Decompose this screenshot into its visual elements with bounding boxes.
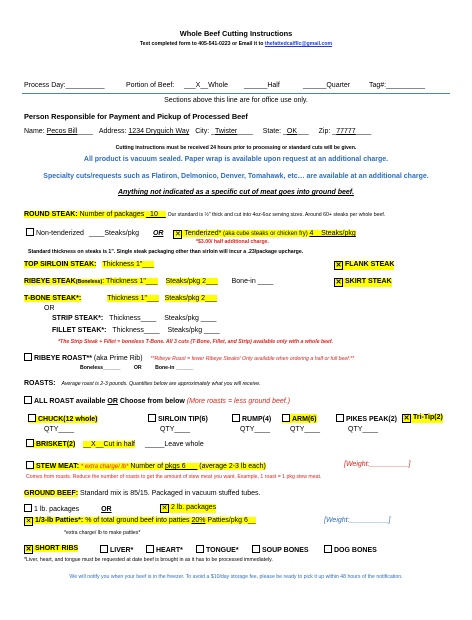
sirloin-tip-checkbox[interactable] (148, 414, 156, 422)
brisket-label: BRISKET(2) (36, 441, 76, 448)
dog-bones-checkbox[interactable] (324, 545, 332, 553)
one-lb-label: 1 lb. packages (34, 506, 80, 513)
stew-charge-note: * extra charge/ lb* (79, 464, 129, 470)
two-lb-checkbox[interactable]: ✕ (161, 505, 168, 512)
tongue-checkbox[interactable] (196, 545, 204, 553)
brisket-row (26, 439, 204, 448)
subtitle-text: Text completed form to 405-541-0223 or Email it to (139, 41, 265, 47)
patties-row (24, 517, 256, 526)
all-roast-row (24, 396, 290, 405)
heart-option (146, 545, 183, 554)
tri-tip-checkbox[interactable]: ✕ (403, 415, 410, 422)
pikes-peak-label: PIKES PEAK(2) (346, 416, 397, 423)
soup-bones-checkbox[interactable] (252, 545, 260, 553)
ribeye-roast-label: RIBEYE ROAST** (34, 355, 92, 362)
specialty-notice: Specialty cuts/requests such as Flatiron, Delmonico, Denver, Tomahawk, etc… are available at an additional charge. (43, 173, 429, 180)
ribeye-roast-warning: **Ribeye Roast = fewer Ribeye Steaks! Only available when ordering a half or full beef.** (150, 356, 355, 362)
flank-steak-label: FLANK STEAK (345, 261, 395, 268)
tongue-label: TONGUE* (206, 547, 239, 554)
name-field[interactable]: Pecos Bill (46, 128, 78, 135)
round-steak-row (24, 211, 385, 218)
ribeye-steak-label: RIBEYE STEAK (24, 278, 76, 285)
portion-whole-option[interactable]: ___X__Whole (184, 82, 228, 89)
tenderized-label: Tenderized* (184, 230, 222, 237)
ribeye-roast-checkbox[interactable] (24, 353, 32, 361)
patties-label: 1/3-lb Patties*: (35, 517, 84, 524)
chuck-qty-field[interactable]: QTY____ (44, 426, 74, 433)
stew-pkgs-label: Number of (128, 463, 165, 470)
brisket-leave-whole-field[interactable]: _____Leave whole (144, 441, 204, 448)
fillet-thickness-field[interactable]: Thickness____ (112, 327, 160, 334)
ground-beef-desc: Standard mix is 85/15. Packaged in vacuum stuffed tubes. (78, 490, 261, 497)
strip-label: STRIP STEAK*: (52, 315, 104, 322)
tbone-thickness-field[interactable]: Thickness 1"___ (107, 295, 159, 302)
sirloin-tip-label: SIRLOIN TIP(6) (158, 416, 208, 423)
non-tenderized-checkbox[interactable] (26, 228, 34, 236)
deadline-notice: Cutting instructions must be received 24 hours prior to processing or standard cuts will be given. (115, 145, 357, 151)
all-roast-or: OR (107, 398, 118, 405)
tenderized-charge-note: *$3.00/ half additional charge. (196, 239, 269, 245)
patties-checkbox[interactable]: ✕ (25, 518, 32, 525)
ground-notice: Anything not indicated as a specific cut of meat goes into ground beef. (117, 189, 355, 196)
dog-bones-label: DOG BONES (334, 547, 377, 554)
roast-options-row (28, 414, 98, 423)
rump-label: RUMP(4) (242, 416, 272, 423)
strip-steaks-field[interactable]: Steaks/pkg ____ (164, 315, 217, 322)
ribeye-steaks-field[interactable]: Steaks/pkg 2___ (165, 278, 218, 285)
all-roast-checkbox[interactable] (24, 396, 32, 404)
chuck-checkbox[interactable] (28, 414, 36, 422)
ribeye-roast-bone-in-field[interactable]: Bone-in ______ (155, 365, 194, 371)
state-field[interactable]: OK (286, 128, 298, 135)
short-ribs-option (24, 545, 78, 554)
std-thickness-note: Standard thickness on steaks is 1". Single steak packaging other than sirloin will incur a .23/package upcharge. (28, 249, 304, 255)
rump-qty-field[interactable]: QTY____ (240, 426, 270, 433)
stew-avg-note: (average 2-3 lb each) (197, 463, 266, 470)
flank-steak-row (334, 261, 394, 270)
contact-row: Name: Pecos Bill____ Address: 1234 Dryguich Way City: _Twister____ State: _OK___ Zip: _77777____ (24, 128, 372, 135)
stew-meat-checkbox[interactable] (26, 461, 34, 469)
pikes-peak-option (336, 414, 397, 423)
roasts-label: ROASTS: (24, 380, 56, 387)
sirloin-tip-qty-field[interactable]: QTY____ (160, 426, 190, 433)
portion-label: Portion of Beef: (126, 82, 175, 89)
name-label: Name: (24, 128, 47, 135)
two-lb-option (160, 504, 216, 513)
short-ribs-checkbox[interactable]: ✕ (25, 546, 32, 553)
portion-quarter-option[interactable]: ______Quarter (303, 82, 351, 89)
ground-packages-row (24, 504, 112, 513)
ribeye-roast-options (80, 365, 193, 371)
fillet-steaks-field[interactable]: Steaks/pkg ____ (167, 327, 220, 334)
strip-thickness-field[interactable]: Thickness____ (109, 315, 157, 322)
page-subtitle (0, 41, 472, 47)
tbone-steaks-field[interactable]: Steaks/pkg 2___ (164, 295, 217, 302)
city-field[interactable]: Twister (215, 128, 238, 135)
round-options-row (26, 228, 356, 239)
patties-pct-field[interactable]: 20% (191, 517, 206, 524)
tbone-label: T-BONE STEAK*: (24, 295, 82, 302)
arm-checkbox[interactable] (282, 414, 290, 422)
tenderized-checkbox[interactable]: ✕ (174, 231, 181, 238)
tongue-option (196, 545, 239, 554)
office-divider (22, 93, 450, 94)
footer-note: We will notify you when your beef is in the freezer. To avoid a $10/day storage fee, please be ready to pick it up within 48 hours of the notification. (69, 574, 403, 580)
roasts-note: Average roast is 2-3 pounds. Quantities below are approximately what you will receive. (61, 381, 261, 387)
liver-option (100, 545, 133, 554)
zip-field[interactable]: 77777 (336, 128, 356, 135)
offal-note: *Liver, heart, and tongue must be requested at date beef is brought in as it has to be processed immediately. (24, 557, 273, 563)
ribeye-thickness-field[interactable]: : Thickness 1"___ (102, 278, 158, 285)
vacuum-notice: All product is vacuum sealed. Paper wrap is available upon request at an additional charge. (83, 156, 389, 163)
roasts-row (24, 380, 261, 387)
pikes-peak-qty-field[interactable]: QTY____ (348, 426, 378, 433)
process-day-field[interactable]: Process Day:__________ (24, 82, 105, 89)
email-link[interactable]: thefattedcalfllc@gmail.com (264, 41, 333, 47)
portion-half-option[interactable]: ______Half (244, 82, 280, 89)
ground-beef-label: GROUND BEEF: (24, 490, 79, 497)
contact-heading: Person Responsible for Payment and Pickup of Processed Beef (24, 112, 248, 121)
fillet-row (52, 327, 220, 334)
ground-weight-field[interactable]: [Weight:__________] (324, 517, 391, 524)
ribeye-roast-boneless-field[interactable]: Boneless______ (80, 365, 121, 371)
tenderized-steaks-field[interactable]: 4__Steaks/pkg (309, 230, 356, 237)
short-ribs-label: SHORT RIBS (35, 545, 79, 552)
skirt-steak-label: SKIRT STEAK (345, 278, 392, 285)
round-packages-field[interactable]: _10__ (146, 211, 166, 218)
arm-label: ARM(6) (292, 416, 317, 423)
round-standard-note: Our standard is ½" thick and cut into 4oz-6oz serving sizes. Around 60+ steaks per whole beef. (167, 212, 386, 218)
stew-pkgs-word: pkgs (164, 463, 180, 470)
state-label: State: (262, 128, 283, 135)
arm-qty-field[interactable]: QTY____ (290, 426, 320, 433)
top-sirloin-row (24, 261, 154, 268)
ground-or: OR (101, 506, 112, 513)
stew-note: Comes from roasts. Reduce the number of roasts to get the amount of stew meat you want. Example, 1 roast = 1 pkg stew meat. (26, 474, 322, 480)
all-roast-label: ALL ROAST available (34, 398, 108, 405)
top-sirloin-label: TOP SIRLOIN STEAK: (24, 261, 97, 268)
stew-weight-field[interactable]: [Weight:__________] (344, 461, 411, 468)
stew-pkgs-field[interactable]: 6___ (179, 463, 198, 470)
strip-row (52, 315, 216, 322)
round-packages-label: Number of packages (77, 211, 147, 218)
choose-label: Choose from below (117, 398, 187, 405)
tenderized-note: (aka cube steaks or chicken fry) (221, 231, 310, 237)
one-lb-checkbox[interactable] (24, 504, 32, 512)
office-note: Sections above this line are for office use only. (164, 97, 308, 104)
address-label: Address: (98, 128, 129, 135)
top-sirloin-thickness-field[interactable]: Thickness 1"___ (102, 261, 154, 268)
liver-checkbox[interactable] (100, 545, 108, 553)
flank-steak-checkbox[interactable]: ✕ (335, 262, 342, 269)
rump-checkbox[interactable] (232, 414, 240, 422)
ribeye-boneless-label: (Boneless) (75, 279, 103, 285)
stew-meat-row (26, 461, 266, 470)
fillet-label: FILLET STEAK*: (52, 327, 107, 334)
patties-charge-note: *extra charge/ lb to make patties* (64, 530, 141, 536)
pikes-peak-checkbox[interactable] (336, 414, 344, 422)
tri-tip-label: Tri-Tip(2) (413, 414, 443, 421)
skirt-steak-row (334, 278, 392, 287)
patties-pct-label: % of total ground beef into patties (83, 517, 192, 524)
brisket-checkbox[interactable] (26, 439, 34, 447)
two-lb-label: 2 lb. packages (171, 504, 217, 511)
city-label: City: (195, 128, 212, 135)
round-or: OR (152, 230, 164, 237)
soup-bones-option (252, 545, 309, 554)
dog-bones-option (324, 545, 377, 554)
ground-roast-note: (More roasts = less ground beef.) (186, 398, 291, 405)
ground-beef-row (24, 490, 260, 497)
rump-option (232, 414, 271, 423)
ribeye-roast-or: OR (133, 365, 142, 371)
round-steak-label: ROUND STEAK: (24, 211, 78, 218)
ribeye-roast-alias: (aka Prime Rib) (91, 355, 145, 362)
tag-field[interactable]: Tag#:__________ (369, 82, 426, 89)
heart-label: HEART* (156, 547, 183, 554)
heart-checkbox[interactable] (146, 545, 154, 553)
ribeye-steak-row (24, 278, 273, 285)
patties-pkg-field[interactable]: Patties/pkg 6__ (205, 517, 256, 524)
zip-label: Zip: (318, 128, 333, 135)
skirt-steak-checkbox[interactable]: ✕ (335, 279, 342, 286)
liver-label: LIVER* (110, 547, 134, 554)
ribeye-roast-row (24, 353, 354, 362)
chuck-label: CHUCK(12 whole) (38, 416, 98, 423)
tbone-row (24, 295, 217, 302)
page-title: Whole Beef Cutting Instructions (179, 29, 293, 38)
non-tenderized-label: Non-tenderized (36, 230, 86, 237)
tri-tip-option (402, 414, 443, 423)
address-field[interactable]: 1234 Dryguich Way (128, 128, 190, 135)
brisket-cut-half-field[interactable]: __X__Cut in half (83, 441, 135, 448)
arm-option (282, 414, 317, 423)
soup-bones-label: SOUP BONES (262, 547, 309, 554)
tbone-note: *The Strip Steak + Fillet = boneless T-Bone. All 3 cuts (T-Bone, Fillet, and Strip) available only with a whole beef. (58, 339, 334, 345)
non-tenderized-steaks-field[interactable]: ____Steaks/pkg (88, 230, 140, 237)
tbone-or: OR (44, 305, 55, 312)
sirloin-tip-option (148, 414, 208, 423)
ribeye-bone-in-field[interactable]: Bone-in ____ (231, 278, 274, 285)
stew-meat-label: STEW MEAT: (36, 463, 80, 470)
